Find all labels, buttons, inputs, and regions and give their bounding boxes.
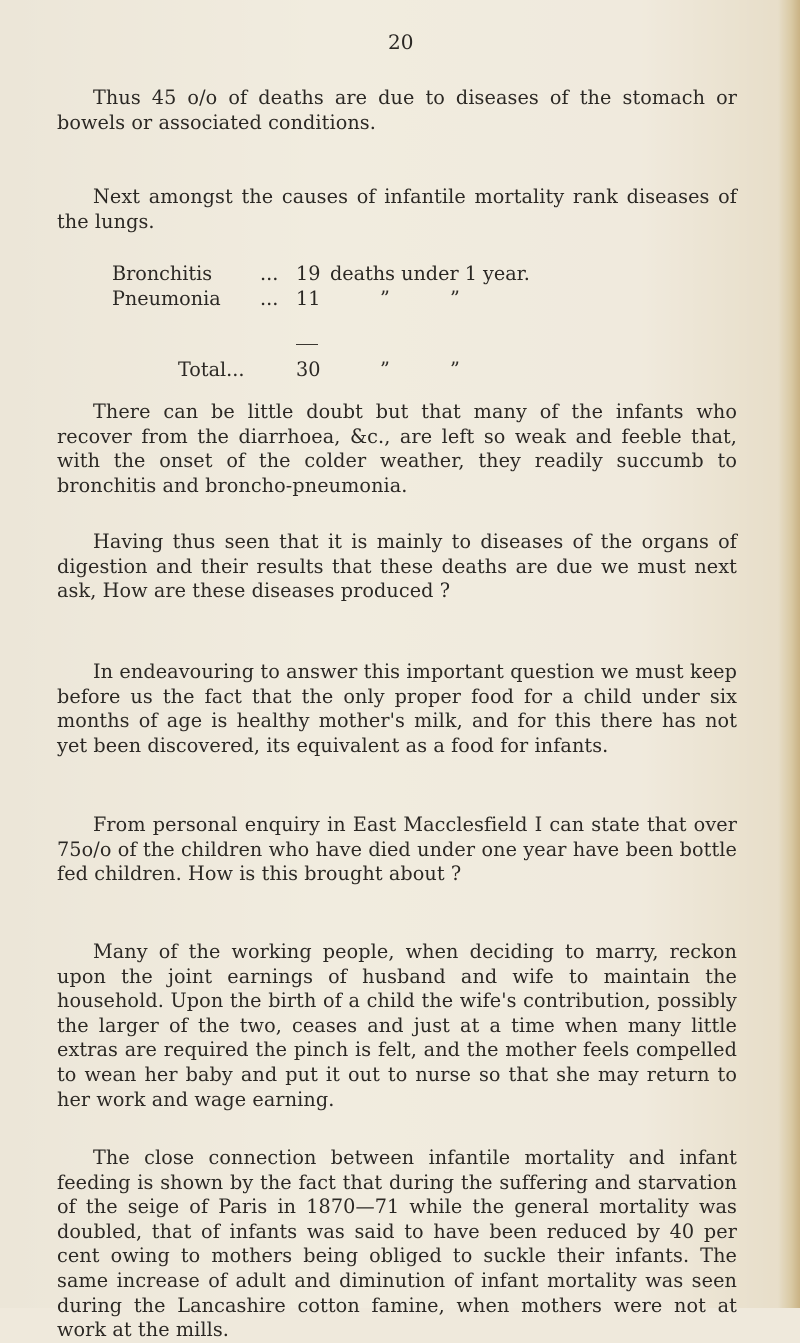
paragraph-proper-food: In endeavouring to answer this important question we must keep before us the fact that the only proper food for a child under six months of age is healthy mother's milk, and for this there has not yet been discovered, its equivalent as a food for infants. [57,660,737,757]
page-number: 20 [388,30,414,54]
sum-rule [296,344,318,345]
total-label: Total... [178,358,245,381]
page-edge-shadow [778,0,800,1308]
paragraph-bronchitis-infants: There can be little doubt but that many of the infants who recover from the diarrhoea, &c., are left so weak and feeble that, with the onset of the colder weather, they readily succumb to bronchitis and broncho-pneumonia. [57,400,737,497]
row-leader-dots: ... [260,262,279,285]
paragraph-stomach-deaths: Thus 45 o/o of deaths are due to diseases of the stomach or bowels or associated conditions. [57,86,737,134]
ditto-mark: ” [380,287,390,310]
row-count: 11 [296,287,321,310]
ditto-mark: ” [380,358,390,381]
row-description: deaths under 1 year. [330,262,530,285]
row-leader-dots: ... [260,287,279,310]
paragraph-working-people: Many of the working people, when deciding to marry, reckon upon the joint earnings of husband and wife to maintain the household. Upon the birth of a child the wife's contribution, possibly the larger of the two, ceases and just at a time when many little extras are required the pinch is felt, and the mother feels compelled to wean her baby and put it out to nurse so that she may return to her work and wage earning. [57,940,737,1111]
paragraph-paris-seige: The close connection between infantile mortality and infant feeding is shown by the fact that during the suffering and starvation of the seige of Paris in 1870—71 while the general mortality was doubled, that of infants was said to have been reduced by 40 per cent owing to mothers being obliged to suckle their infants. The same increase of adult and diminution of infant mortality was seen during the Lancashire cotton famine, when mothers were not at work at the mills. [57,1146,737,1342]
ditto-mark: ” [450,358,460,381]
row-count: 19 [296,262,321,285]
row-label: Pneumonia [112,287,221,310]
paragraph-lung-diseases: Next amongst the causes of infantile mortality rank diseases of the lungs. [57,185,737,233]
paragraph-digestion-diseases: Having thus seen that it is mainly to diseases of the organs of digestion and their results that these deaths are due we must next ask, How are these diseases produced ? [57,530,737,603]
paragraph-bottle-fed: From personal enquiry in East Macclesfield I can state that over 75o/o of the children who have died under one year have been bottle fed children. How is this brought about ? [57,813,737,886]
total-count: 30 [296,358,321,381]
ditto-mark: ” [450,287,460,310]
row-label: Bronchitis [112,262,213,285]
